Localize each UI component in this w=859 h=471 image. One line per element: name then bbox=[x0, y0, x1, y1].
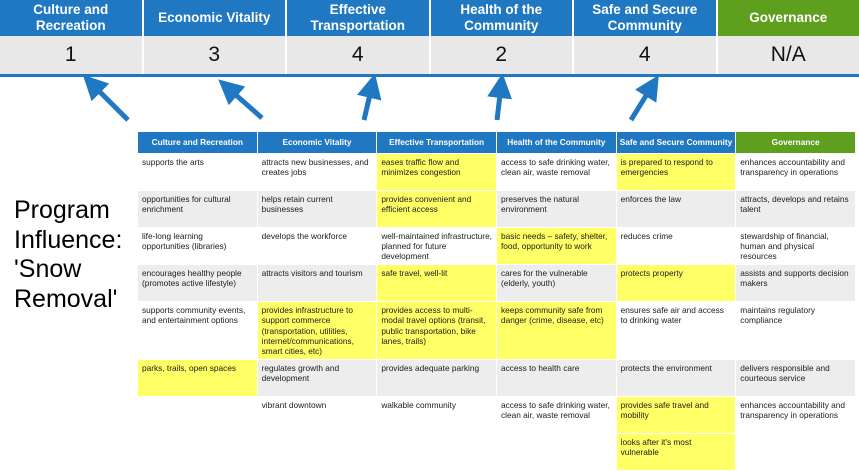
matrix-cell: basic needs – safety, shelter, food, opportunity to work bbox=[496, 228, 616, 265]
arrow-group bbox=[0, 74, 859, 132]
matrix-cell: stewardship of financial, human and physical resources bbox=[736, 228, 856, 265]
table-row bbox=[138, 302, 856, 360]
pillar-header-culture-and-recreation: Culture and Recreation bbox=[0, 0, 144, 36]
score-safe-and-secure-community: 4 bbox=[574, 36, 718, 74]
matrix-cell: cares for the vulnerable (elderly, youth) bbox=[496, 265, 616, 302]
matrix-cell: provides infrastructure to support commerce (transportation, utilities, internet/communications, smart cities, etc) bbox=[257, 302, 377, 360]
matrix-cell: keeps community safe from danger (crime, disease, etc) bbox=[496, 302, 616, 360]
matrix-header-health-of-the-community: Health of the Community bbox=[496, 132, 616, 154]
matrix-header-governance: Governance bbox=[736, 132, 856, 154]
matrix-cell: enhances accountability and transparency in operations bbox=[736, 154, 856, 191]
matrix-cell: encourages healthy people (promotes active lifestyle) bbox=[138, 265, 258, 302]
program-influence-caption: Program Influence: 'Snow Removal' bbox=[14, 196, 138, 314]
pillar-score-band bbox=[0, 36, 859, 74]
pillar-header-health-of-the-community: Health of the Community bbox=[431, 0, 575, 36]
score-culture-and-recreation: 1 bbox=[0, 36, 144, 74]
arrow-icon-safe-and-secure-community bbox=[631, 86, 652, 120]
matrix-cell: develops the workforce bbox=[257, 228, 377, 265]
matrix-cell: is prepared to respond to emergencies bbox=[616, 154, 736, 191]
table-row bbox=[138, 265, 856, 302]
table-row bbox=[138, 359, 856, 396]
arrow-icon-culture-and-recreation bbox=[92, 84, 128, 120]
matrix-cell: eases traffic flow and minimizes congestion bbox=[377, 154, 497, 191]
matrix-cell: protects property bbox=[616, 265, 736, 302]
matrix-cell: reduces crime bbox=[616, 228, 736, 265]
score-health-of-the-community: 2 bbox=[431, 36, 575, 74]
matrix-cell: supports community events, and entertainment options bbox=[138, 302, 258, 360]
matrix-cell: opportunities for cultural enrichment bbox=[138, 191, 258, 228]
matrix-cell: vibrant downtown bbox=[257, 396, 377, 433]
matrix-header-row bbox=[138, 132, 856, 154]
matrix-cell: maintains regulatory compliance bbox=[736, 302, 856, 360]
matrix-cell: attracts, develops and retains talent bbox=[736, 191, 856, 228]
matrix-cell: helps retain current businesses bbox=[257, 191, 377, 228]
table-row bbox=[138, 191, 856, 228]
table-row bbox=[138, 228, 856, 265]
arrow-icon-economic-vitality bbox=[228, 88, 262, 118]
matrix-cell: access to safe drinking water, clean air, waste removal bbox=[496, 396, 616, 433]
table-row bbox=[138, 154, 856, 191]
matrix-header-culture-and-recreation: Culture and Recreation bbox=[138, 132, 258, 154]
arrow-icon-health-of-the-community bbox=[497, 86, 501, 120]
matrix-cell: ensures safe air and access to drinking water bbox=[616, 302, 736, 360]
matrix-cell: enhances accountability and transparency in operations bbox=[736, 396, 856, 433]
table-row bbox=[138, 396, 856, 433]
matrix-cell: walkable community bbox=[377, 396, 497, 433]
matrix-cell: supports the arts bbox=[138, 154, 258, 191]
matrix-cell: attracts visitors and tourism bbox=[257, 265, 377, 302]
arrow-icon-effective-transportation bbox=[364, 86, 372, 120]
matrix-cell: provides convenient and efficient access bbox=[377, 191, 497, 228]
pillar-header-band bbox=[0, 0, 859, 36]
matrix-cell: protects the environment bbox=[616, 359, 736, 396]
pillar-attributes-table bbox=[137, 131, 856, 471]
matrix-cell: life-long learning opportunities (libraries) bbox=[138, 228, 258, 265]
matrix-cell: provides access to multi-modal travel options (transit, public transportation, bike lanes, trails) bbox=[377, 302, 497, 360]
matrix-cell: assists and supports decision makers bbox=[736, 265, 856, 302]
matrix-cell: access to health care bbox=[496, 359, 616, 396]
matrix-cell: well-maintained infrastructure, planned for future development bbox=[377, 228, 497, 265]
matrix-cell: delivers responsible and courteous service bbox=[736, 359, 856, 396]
score-governance: N/A bbox=[718, 36, 859, 74]
matrix-cell: looks after it's most vulnerable bbox=[616, 433, 736, 470]
matrix-cell: regulates growth and development bbox=[257, 359, 377, 396]
pillar-header-economic-vitality: Economic Vitality bbox=[144, 0, 288, 36]
matrix-cell: access to safe drinking water, clean air, waste removal bbox=[496, 154, 616, 191]
matrix-header-economic-vitality: Economic Vitality bbox=[257, 132, 377, 154]
matrix-cell: parks, trails, open spaces bbox=[138, 359, 258, 396]
matrix-header-effective-transportation: Effective Transportation bbox=[377, 132, 497, 154]
matrix-cell: provides safe travel and mobility bbox=[616, 396, 736, 433]
matrix-cell: provides adequate parking bbox=[377, 359, 497, 396]
matrix-cell bbox=[138, 396, 258, 433]
pillar-header-effective-transportation: Effective Transportation bbox=[287, 0, 431, 36]
matrix-cell: safe travel, well-lit bbox=[377, 265, 497, 302]
matrix-header-safe-and-secure-community: Safe and Secure Community bbox=[616, 132, 736, 154]
matrix-cell: attracts new businesses, and creates jobs bbox=[257, 154, 377, 191]
pillar-header-governance: Governance bbox=[718, 0, 859, 36]
matrix-cell: enforces the law bbox=[616, 191, 736, 228]
matrix-cell: preserves the natural environment bbox=[496, 191, 616, 228]
score-economic-vitality: 3 bbox=[144, 36, 288, 74]
score-effective-transportation: 4 bbox=[287, 36, 431, 74]
pillar-header-safe-and-secure-community: Safe and Secure Community bbox=[574, 0, 718, 36]
